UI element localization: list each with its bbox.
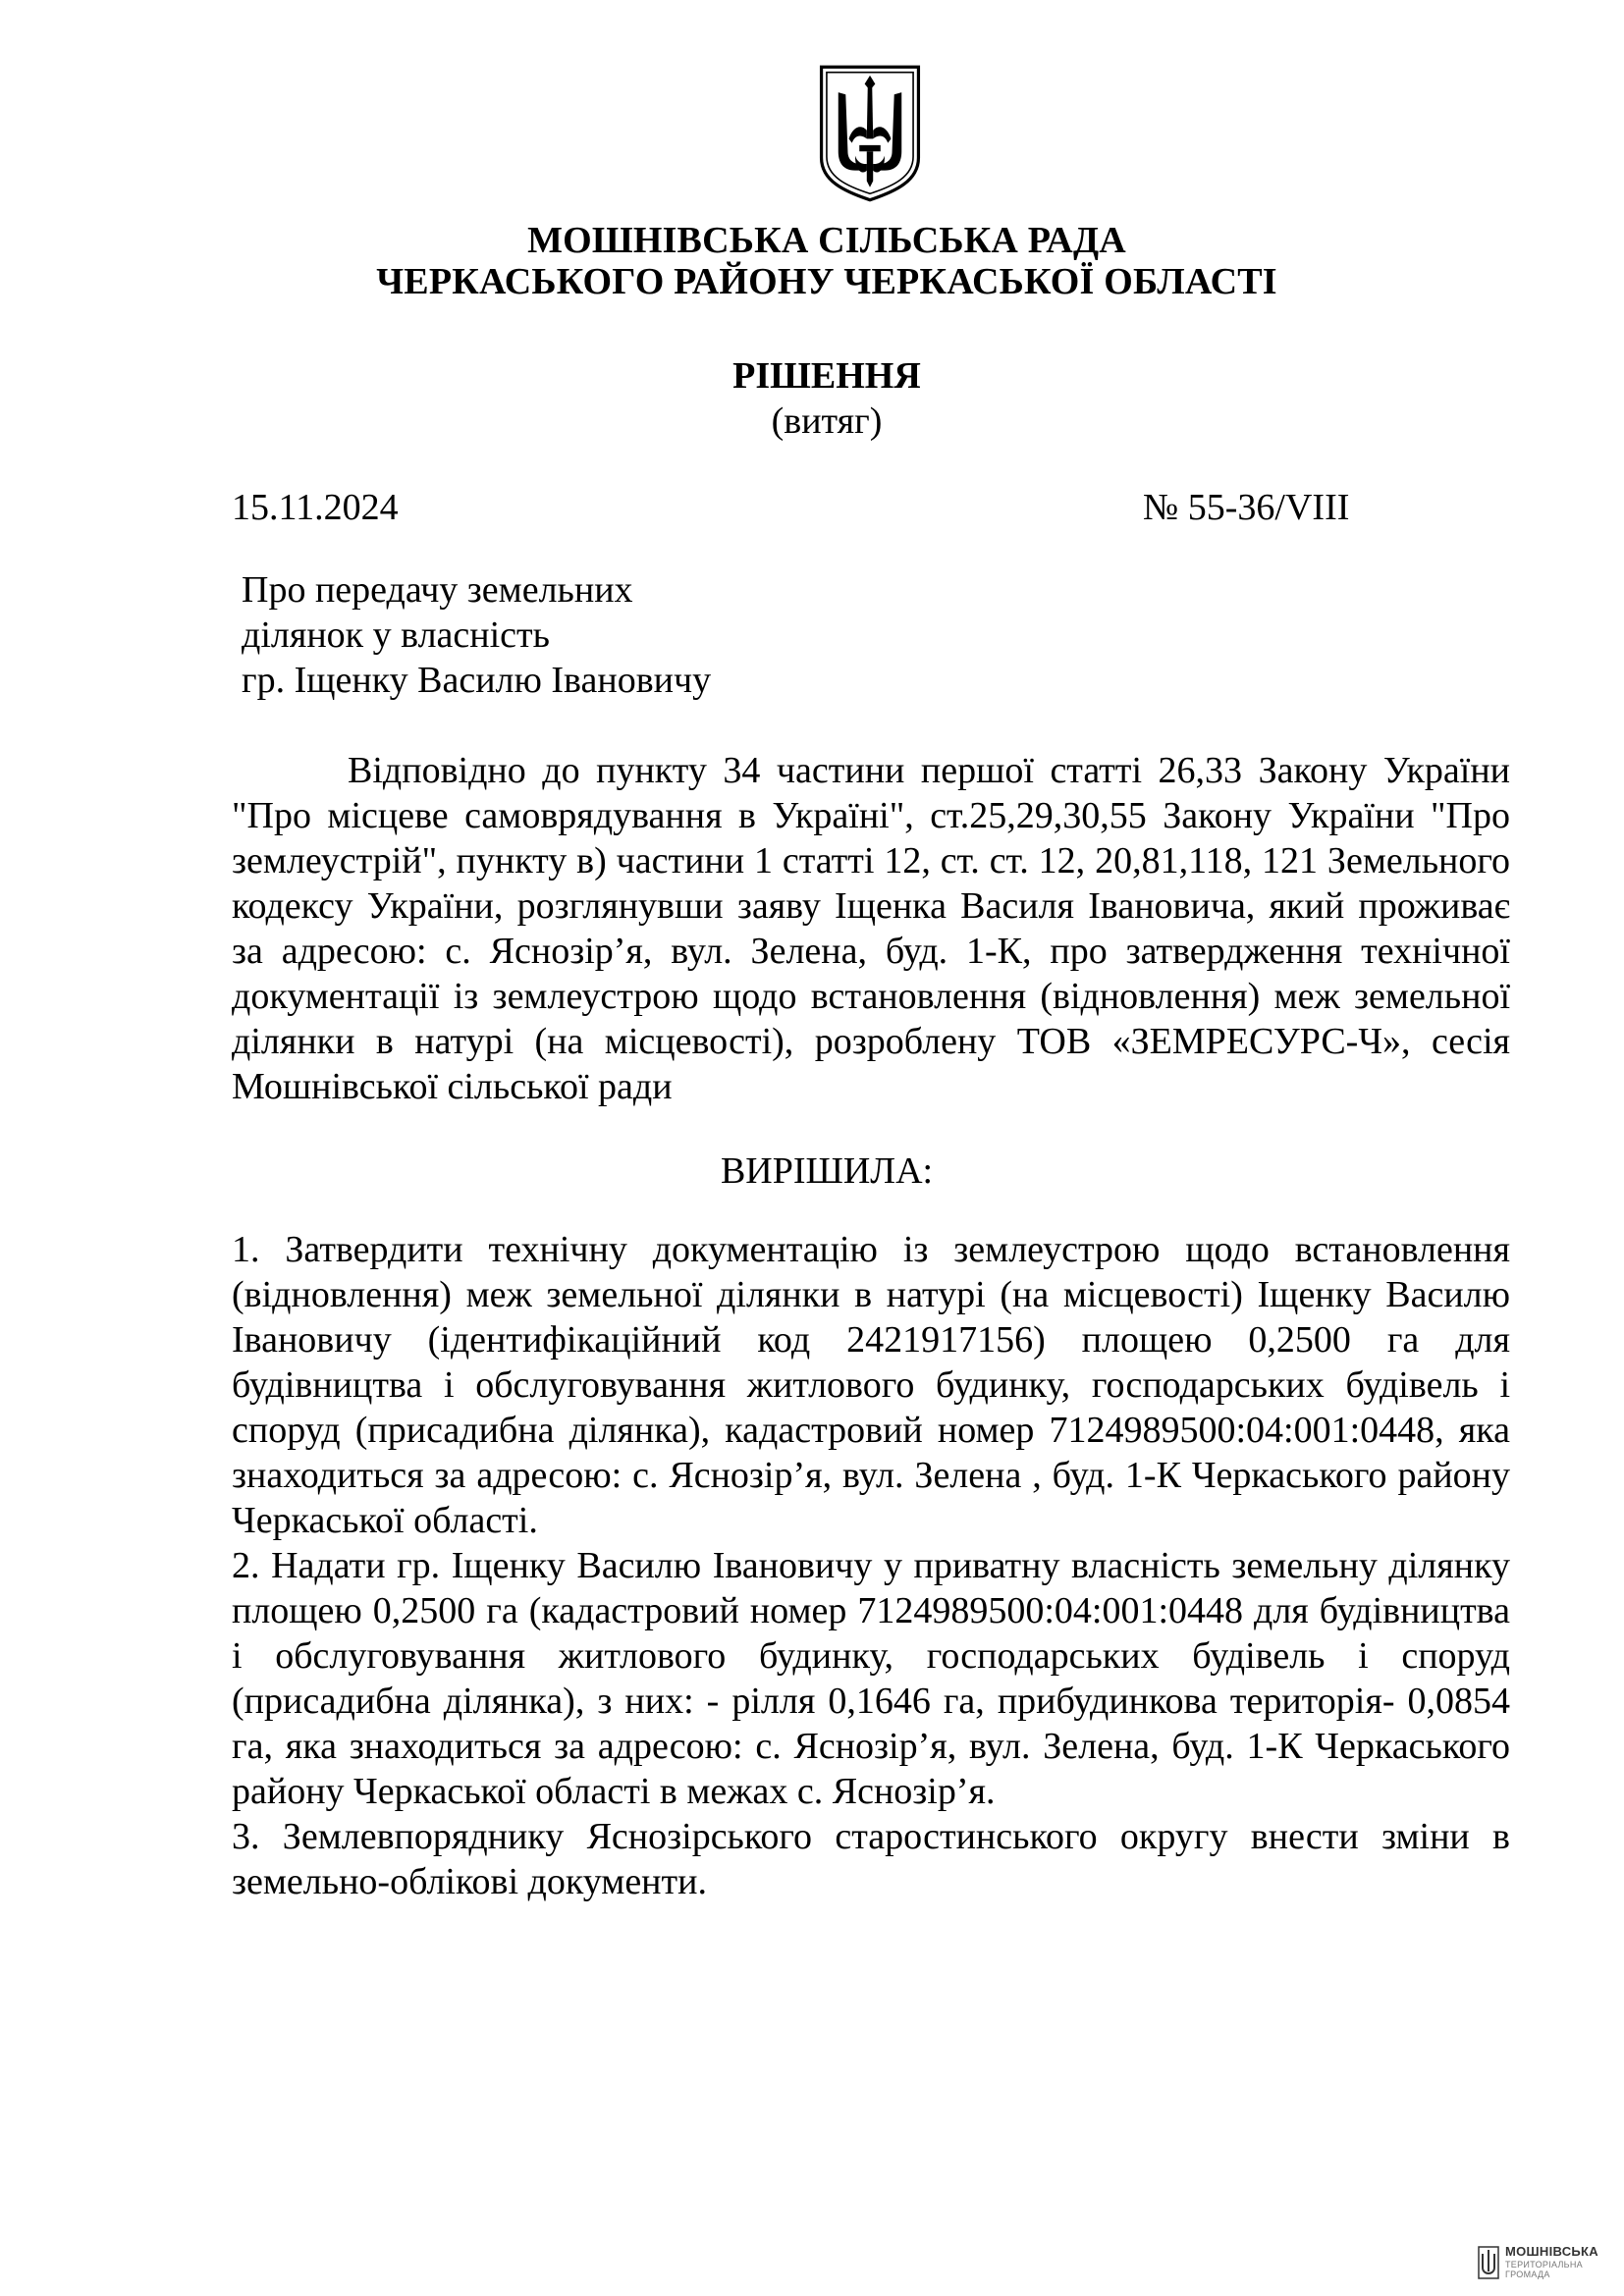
logo-title: МОШНІВСЬКА bbox=[1505, 2244, 1598, 2259]
subject-line: Про передачу земельних bbox=[242, 569, 633, 611]
trident-emblem-icon bbox=[817, 63, 923, 204]
document-subtype: (витяг) bbox=[771, 400, 883, 442]
crest-icon bbox=[1478, 2246, 1499, 2279]
logo-subtitle: ТЕРИТОРІАЛЬНА bbox=[1505, 2260, 1583, 2269]
logo-subtitle: ГРОМАДА bbox=[1505, 2269, 1550, 2279]
decision-item: 1. Затвердити технічну документацію із землеустрою щодо встановлення (відновлення) меж земельної ділянки в натурі (на місцевості) Іщенку Василю Івановичу (ідентифікаційний код 2421917156) площею 0,2500 га для будівництва і обслуговування житлового будинку, господарських будівель і споруд (присадибна ділянка), кадастровий номер 7124989500:04:001:0448, яка знаходиться за адресою: с. Яснозір’я, вул. Зелена , буд. 1-К Черкаського району Черкаської області. bbox=[232, 1229, 1510, 1541]
preamble-paragraph: Відповідно до пункту 34 частини першої статті 26,33 Закону України "Про місцеве самоврядування в Україні", ст.25,29,30,55 Закону України "Про землеустрій", пункту в) частини 1 статті 12, ст. ст. 12, 20,81,118, 121 Земельного кодексу України, розглянувши заяву Іщенка Василя Івановича, який проживає за адресою: с. Яснозір’я, вул. Зелена, буд. 1-К, про затвердження технічної документації із землеустрою щодо встановлення (відновлення) меж земельної ділянки в натурі (на місцевості), розроблену ТОВ «ЗЕМРЕСУРС-Ч», сесія Мошнівської сільської ради bbox=[232, 750, 1510, 1107]
decided-heading: ВИРІШИЛА: bbox=[720, 1150, 934, 1192]
subject-line: гр. Іщенку Василю Івановичу bbox=[242, 660, 712, 701]
council-name: МОШНІВСЬКА СІЛЬСЬКА РАДА bbox=[527, 220, 1126, 261]
community-logo bbox=[1478, 2242, 1605, 2285]
subject-line: ділянок у власність bbox=[242, 614, 550, 656]
district-name: ЧЕРКАСЬКОГО РАЙОНУ ЧЕРКАСЬКОЇ ОБЛАСТІ bbox=[376, 261, 1277, 302]
decision-item: 2. Надати гр. Іщенку Василю Івановичу у приватну власність земельну ділянку площею 0,2500 га (кадастровий номер 7124989500:04:001:0448 для будівництва і обслуговування житлового будинку, господарських будівель і споруд (присадибна ділянка), з них: - рілля 0,1646 га, прибудинкова територія- 0,0854 га, яка знаходиться за адресою: с. Яснозір’я, вул. Зелена, буд. 1-К Черкаського району Черкаської області в межах с. Яснозір’я. bbox=[232, 1545, 1510, 1812]
document-type: РІШЕННЯ bbox=[732, 355, 921, 397]
decision-item: 3. Землевпоряднику Яснозірського старостинського округу внести зміни в земельно-облікові документи. bbox=[232, 1816, 1510, 1902]
decision-subject bbox=[242, 567, 711, 703]
decision-items bbox=[232, 1227, 1510, 1904]
document-number: № 55-36/VIII bbox=[1143, 487, 1350, 528]
document-date: 15.11.2024 bbox=[232, 487, 399, 528]
